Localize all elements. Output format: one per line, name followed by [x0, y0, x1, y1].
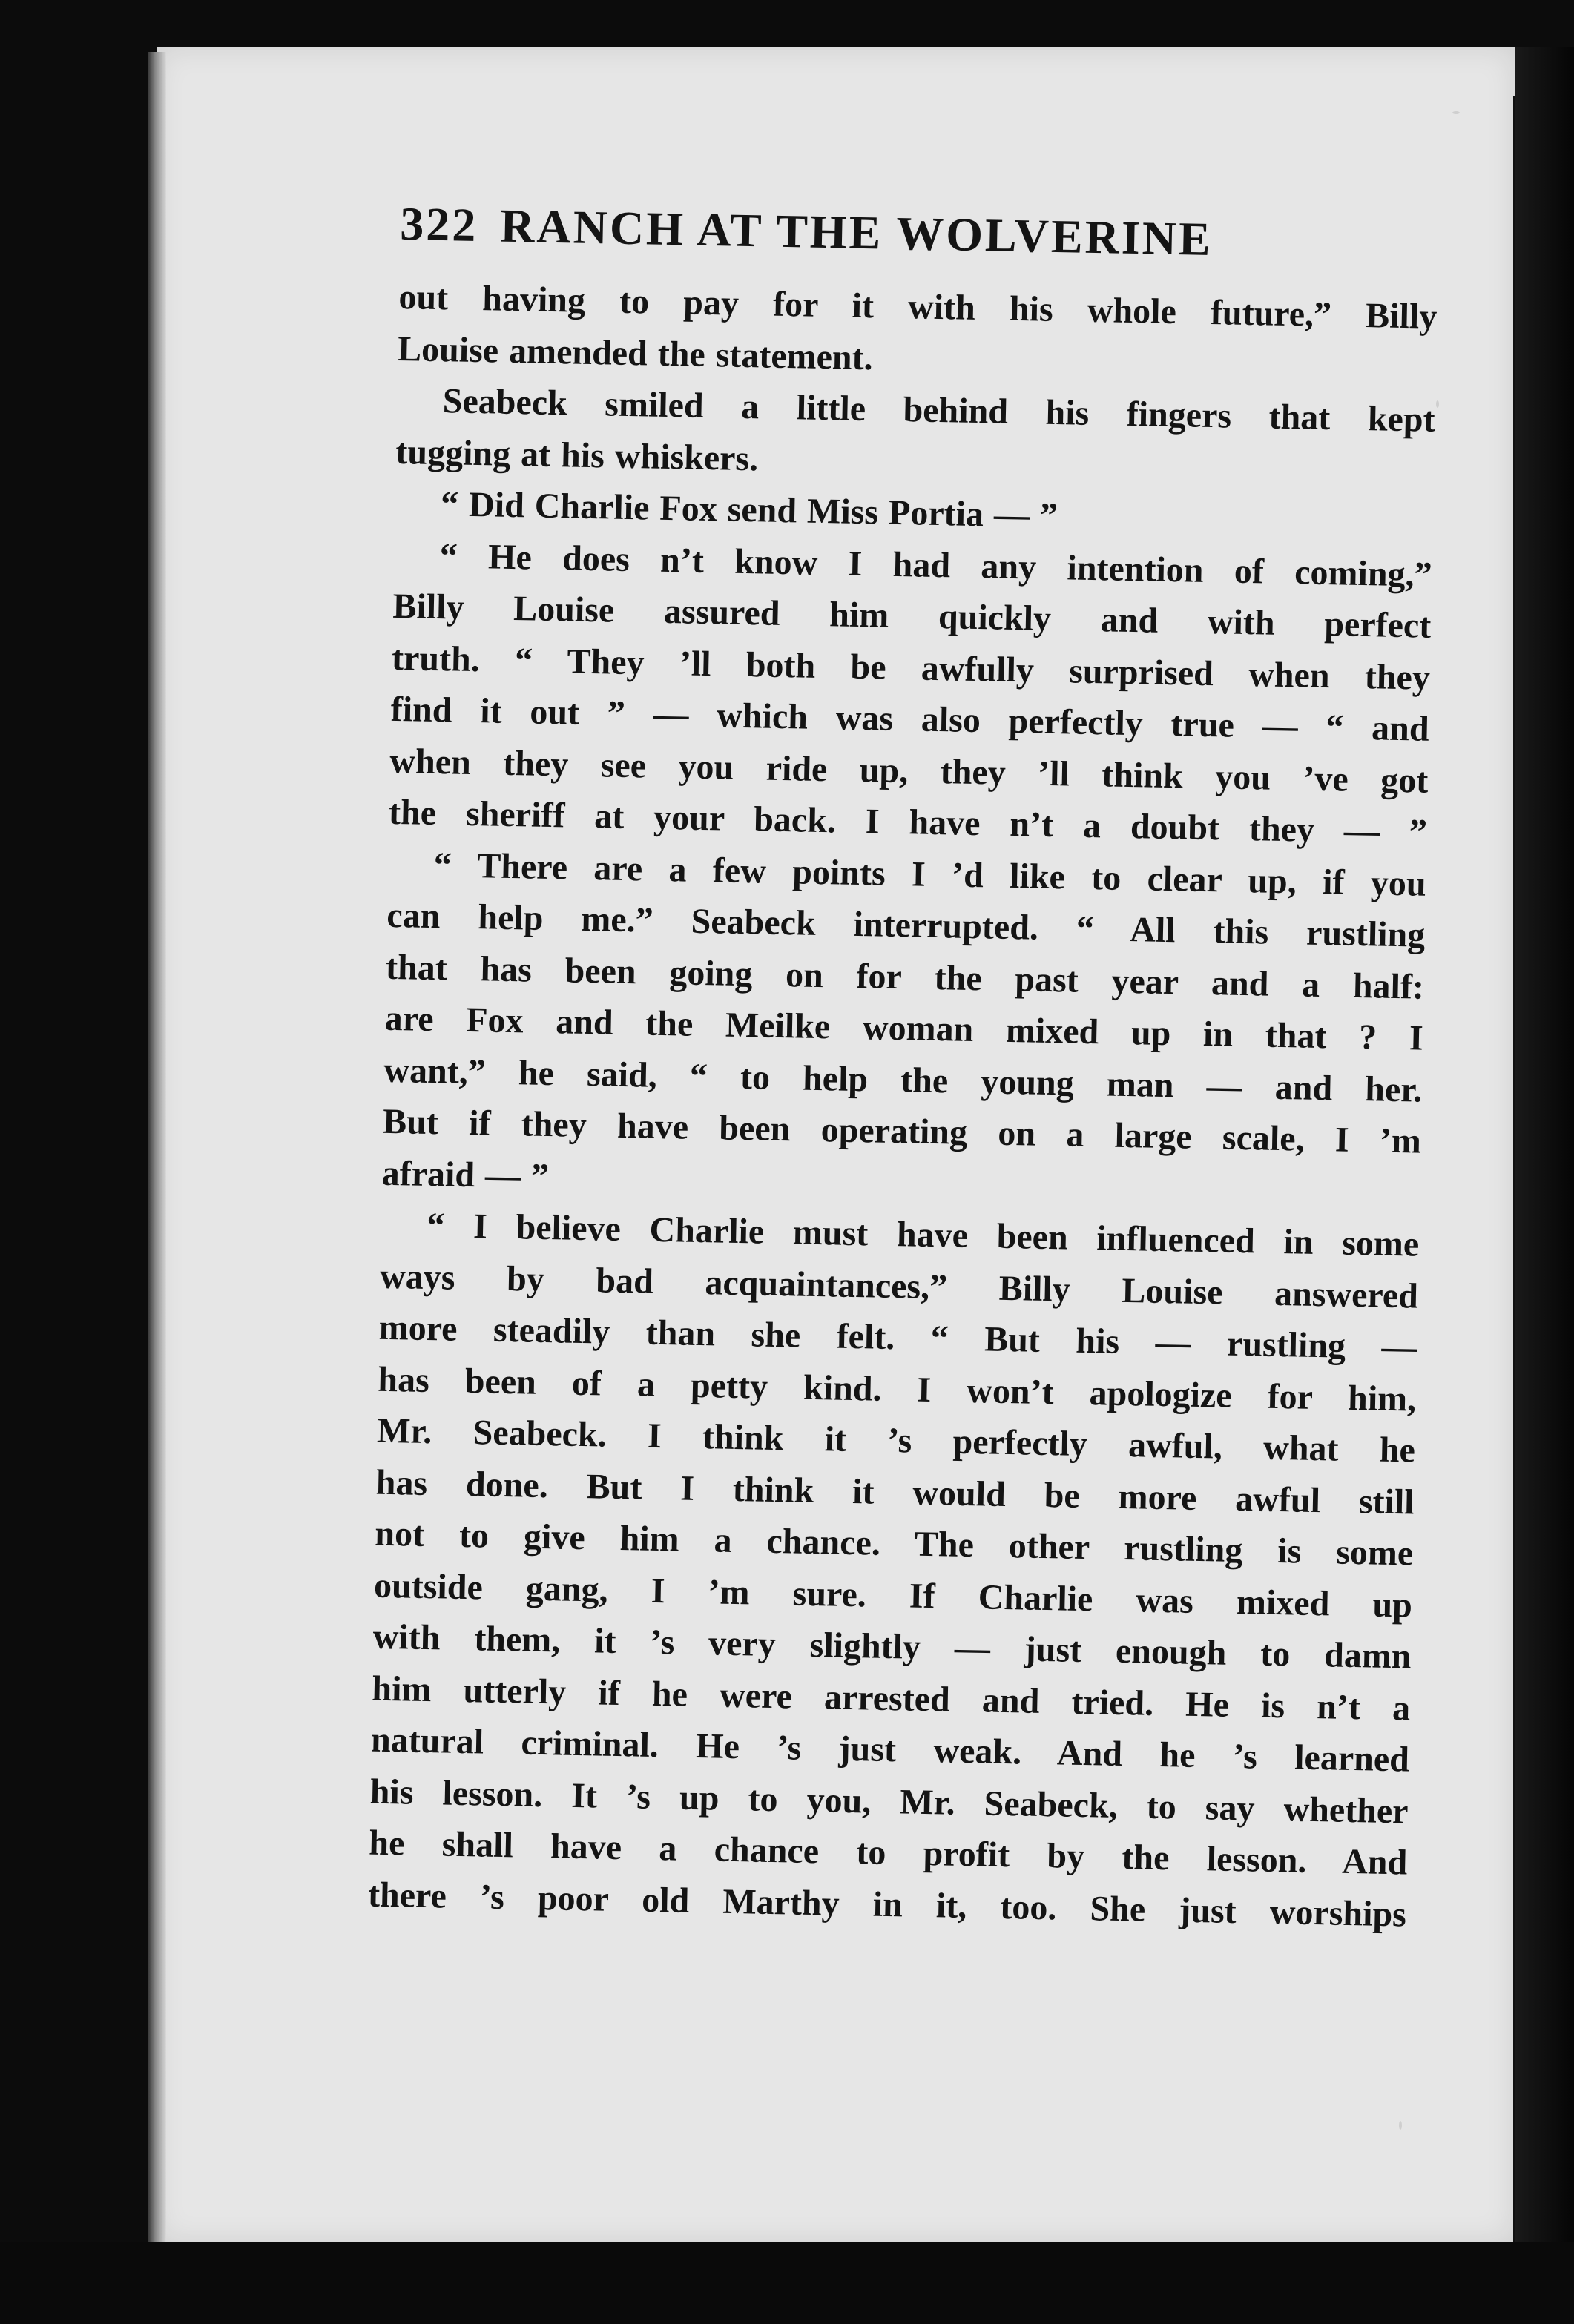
text-line: has done. But I think it would be more awful still — [375, 1462, 1415, 1522]
text-line: tugging at his whiskers. — [395, 432, 759, 478]
text-line: more steadily than she felt. “ But his — rustling — — [378, 1307, 1418, 1367]
dust-speck — [1399, 2121, 1402, 2130]
book-title-header: RANCH AT THE WOLVERINE — [499, 199, 1214, 266]
text-line: him utterly if he were arrested and tried. He is n’t a — [371, 1668, 1411, 1729]
page-number: 322 — [399, 197, 479, 252]
text-line: But if they have been operating on a large scale, I ’m — [382, 1101, 1422, 1161]
text-line: ways by bad acquaintances,” Billy Louise answered — [379, 1256, 1419, 1316]
text-line: there ’s poor old Marthy in it, too. She just worships — [367, 1875, 1407, 1934]
text-line: not to give him a chance. The other rustling is some — [374, 1513, 1414, 1574]
text-line: Mr. Seabeck. I think it ’s perfectly awful, what he — [376, 1410, 1416, 1470]
text-line: Louise amended the statement. — [397, 329, 874, 377]
text-line: truth. “ They ’ll both be awfully surprised when they — [391, 638, 1431, 698]
page-text-block — [367, 197, 1438, 1940]
text-line: natural criminal. He ’s just weak. And he ’s learned — [370, 1720, 1410, 1780]
dust-speck — [1452, 111, 1460, 114]
adjacent-page-strip — [1515, 47, 1574, 2324]
text-line: has been of a petty kind. I won’t apologize for him, — [377, 1359, 1417, 1419]
page-binding-edge — [148, 52, 166, 2247]
text-line: can help me.” Seabeck interrupted. “ All this rustling — [386, 895, 1426, 955]
text-line: with them, it ’s very slightly — just enough to damn — [372, 1617, 1412, 1677]
text-line: find it out ” — which was also perfectly true — “ and — [390, 689, 1430, 749]
text-line: afraid — ” — [381, 1153, 550, 1196]
text-line: Billy Louise assured him quickly and with perfect — [392, 586, 1432, 646]
text-line: “ There are a few points I ’d like to clear up, if you — [433, 845, 1427, 904]
scan-bottom-border — [0, 2242, 1574, 2324]
text-line: Seabeck smiled a little behind his fingers that kept — [442, 381, 1436, 440]
text-line: “ I believe Charlie must have been influenced in some — [426, 1205, 1420, 1264]
text-line: he shall have a chance to profit by the lesson. And — [368, 1823, 1408, 1883]
body-text — [367, 271, 1437, 1940]
text-line: want,” he said, “ to help the young man — and her. — [383, 1050, 1423, 1110]
dust-speck — [1436, 400, 1439, 408]
text-line: “ He does n’t know I had any intention of coming,” — [439, 535, 1433, 595]
text-line: outside gang, I ’m sure. If Charlie was mixed up — [373, 1565, 1413, 1625]
text-line: out having to pay for it with his whole future,” Billy — [398, 277, 1438, 337]
text-line: when they see you ride up, they ’ll think you ’ve got — [389, 741, 1429, 801]
text-line: the sheriff at your back. I have n’t a doubt they — ” — [388, 792, 1428, 852]
text-line: his lesson. It ’s up to you, Mr. Seabeck, to say whether — [369, 1772, 1409, 1831]
text-line: “ Did Charlie Fox send Miss Portia — ” — [440, 484, 1058, 536]
text-line: are Fox and the Meilke woman mixed up in that ? I — [384, 998, 1424, 1058]
text-line: that has been going on for the past year and a half: — [385, 947, 1425, 1007]
